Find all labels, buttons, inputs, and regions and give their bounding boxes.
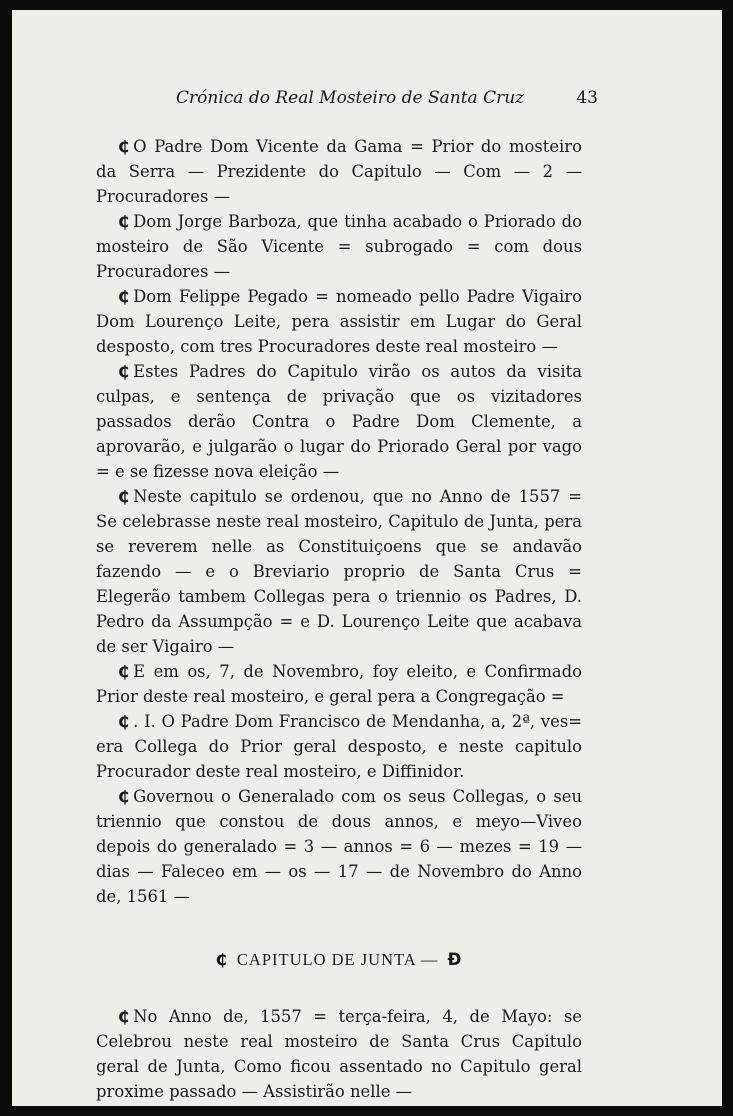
pilcrow-icon: ₵: [118, 137, 130, 156]
section-heading: [96, 947, 582, 972]
paragraph-3: [96, 284, 582, 359]
paragraph-text: Neste capitulo se ordenou, que no Anno de 1557 = Se celebrasse neste real mosteiro, Capitulo de Junta, pera se reverem nelle as Constituiçoens que se andavão fazendo — e o Breviario proprio de Santa Crus = Elegerão tambem Collegas pera o triennio os Padres, D. Pedro da Assumpção = e D. Lourenço Leite que acabava de ser Vigairo —: [96, 487, 582, 656]
paragraph-1: [96, 134, 582, 209]
paragraph-7: [96, 709, 582, 784]
pilcrow-icon: ₵: [118, 787, 130, 806]
running-title: Crónica do Real Mosteiro de Santa Cruz: [176, 88, 525, 108]
paragraph-8: [96, 784, 582, 909]
paragraph-6: [96, 659, 582, 709]
page-number: 43: [576, 88, 598, 108]
paragraph-text: Dom Felippe Pegado = nomeado pello Padre Vigairo Dom Lourenço Leite, pera assistir em Lugar do Geral desposto, com tres Procuradores deste real mosteiro —: [96, 287, 582, 356]
paragraph-text: . I. O Padre Dom Francisco de Mendanha, a, 2ª, ves= era Collega do Prior geral desposto, e neste capitulo Procurador deste real mosteiro, e Diffinidor.: [96, 712, 582, 781]
paragraph-final: [96, 1004, 582, 1104]
paragraph-5: [96, 484, 582, 659]
pilcrow-icon: ₵: [118, 212, 130, 231]
paragraph-2: [96, 209, 582, 284]
pilcrow-icon: ₵: [118, 362, 130, 381]
end-mark-icon: Ɖ: [447, 950, 463, 969]
paragraph-text: Governou o Generalado com os seus Collegas, o seu triennio que constou de dous annos, e meyo—Viveo depois do generalado = 3 — annos = 6 — mezes = 19 — dias — Faleceo em — os — 17 — de Novembro do Anno de, 1561 —: [96, 787, 582, 906]
paragraph-text: No Anno de, 1557 = terça-feira, 4, de Mayo: se Celebrou neste real mosteiro de Santa Crus Capitulo geral de Junta, Como ficou assentado no Capitulo geral proxime passado — Assistirão nelle —: [96, 1007, 582, 1101]
book-page: [12, 10, 722, 1106]
paragraph-text: O Padre Dom Vicente da Gama = Prior do mosteiro da Serra — Prezidente do Capitulo — Com — 2 — Procuradores —: [96, 137, 582, 206]
pilcrow-icon: ₵: [118, 662, 130, 681]
pilcrow-icon: ₵: [118, 487, 130, 506]
pilcrow-icon: ₵: [118, 287, 130, 306]
paragraph-text: Dom Jorge Barboza, que tinha acabado o Priorado do mosteiro de São Vicente = subrogado = com dous Procuradores —: [96, 212, 582, 281]
pilcrow-icon: ₵: [215, 950, 228, 969]
page-body: [96, 134, 582, 1104]
running-header: [96, 88, 598, 114]
paragraph-4: [96, 359, 582, 484]
pilcrow-icon: ₵: [118, 712, 130, 731]
paragraph-text: E em os, 7, de Novembro, foy eleito, e Confirmado Prior deste real mosteiro, e geral pera a Congregação =: [96, 662, 582, 706]
pilcrow-icon: ₵: [118, 1007, 130, 1026]
paragraph-text: Estes Padres do Capitulo virão os autos da visita culpas, e sentença de privação que os vizitadores passados derão Contra o Padre Dom Clemente, a aprovarão, e julgarão o lugar do Priorado Geral por vago = e se fizesse nova eleição —: [96, 362, 582, 481]
section-heading-text: CAPITULO DE JUNTA —: [236, 950, 439, 969]
